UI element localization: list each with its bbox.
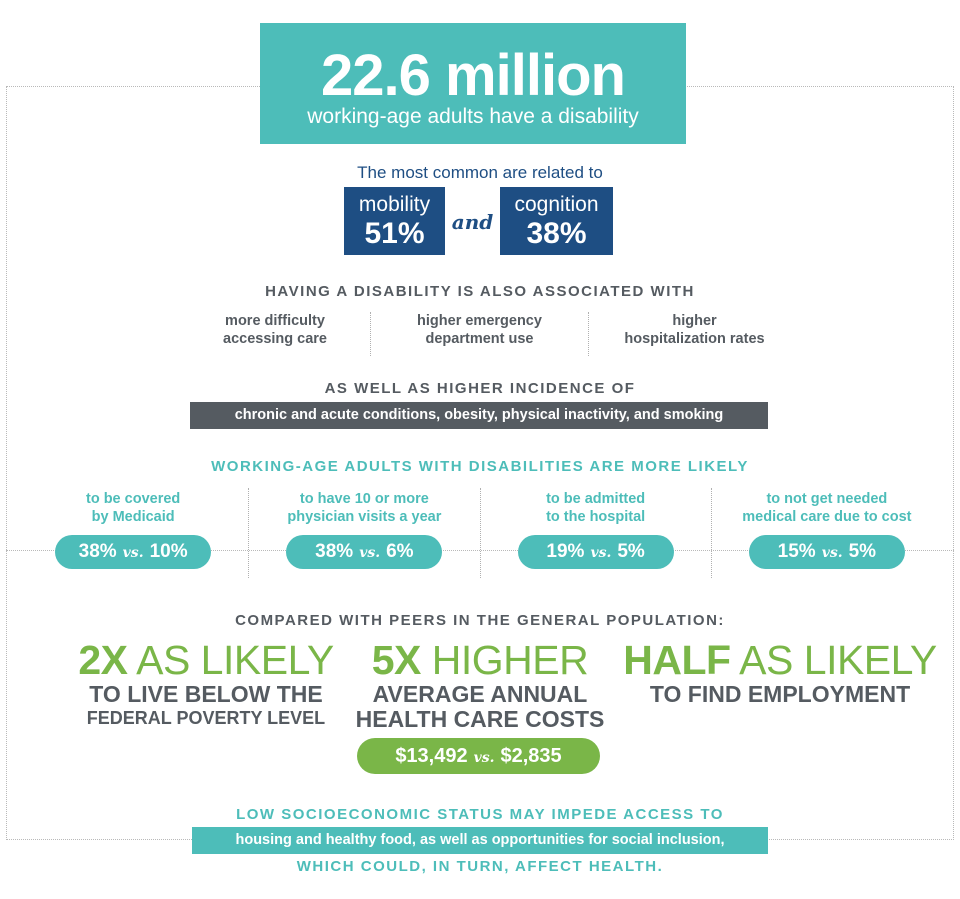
employment-stat (612, 638, 948, 707)
socio-bar: housing and healthy food, as well as opportunities for social inclusion, (192, 827, 768, 854)
costs-value-a: $13,492 (395, 745, 468, 767)
associated-item (370, 312, 588, 356)
employment-stat-big (612, 638, 948, 682)
associated-item-line: department use (425, 331, 534, 347)
likely-item (18, 488, 248, 578)
associated-item-line: more difficulty (225, 313, 325, 329)
associated-item (588, 312, 800, 356)
pill-value-b: 10% (149, 541, 188, 562)
and-connector: and (451, 210, 494, 234)
vs-label: vs. (122, 545, 144, 561)
employment-comparison: AS LIKELY (730, 637, 937, 683)
vs-label: vs. (590, 545, 612, 561)
pill-value-b: 6% (386, 541, 414, 562)
associated-item-line: hospitalization rates (624, 331, 765, 347)
costs-value-b: $2,835 (500, 745, 562, 767)
costs-multiplier: 5X (371, 637, 421, 683)
pill-value-b: 5% (617, 541, 645, 562)
associated-item-line: accessing care (223, 331, 327, 347)
costs-pill (357, 738, 600, 774)
cognition-box (500, 187, 613, 255)
cognition-label: cognition (514, 193, 599, 216)
peers-heading: COMPARED WITH PEERS IN THE GENERAL POPULATION: (235, 612, 725, 629)
associated-item-line: higher emergency (417, 313, 542, 329)
employment-multiplier: HALF (623, 637, 731, 683)
socio-footer: WHICH COULD, IN TURN, AFFECT HEALTH. (296, 858, 664, 875)
poverty-line1: TO LIVE BELOW THE (89, 681, 323, 707)
likely-item-line: to not get needed (766, 491, 888, 507)
likely-item-line: physician visits a year (287, 509, 442, 525)
likely-item (248, 488, 479, 578)
vs-label: vs. (359, 545, 381, 561)
employment-line1: TO FIND EMPLOYMENT (649, 681, 911, 707)
mobility-value: 51% (364, 217, 425, 250)
pill-value-b: 5% (848, 541, 877, 562)
likely-list (18, 488, 942, 578)
pill-value-a: 38% (315, 541, 354, 562)
vs-label: vs. (821, 545, 843, 561)
pill-value-a: 38% (78, 541, 117, 562)
cognition-value: 38% (526, 217, 587, 250)
poverty-comparison: AS LIKELY (127, 637, 334, 683)
likely-heading: WORKING-AGE ADULTS WITH DISABILITIES ARE MORE LIKELY (211, 458, 749, 475)
poverty-multiplier: 2X (78, 637, 128, 683)
associated-list (180, 312, 800, 356)
poverty-stat (70, 638, 342, 729)
likely-item-line: to have 10 or more (299, 491, 429, 507)
common-lead: The most common are related to (357, 163, 603, 182)
hero-panel (260, 23, 686, 144)
associated-item-line: higher (672, 313, 717, 329)
associated-item (180, 312, 370, 356)
likely-item-line: medical care due to cost (742, 509, 912, 525)
likely-item-line: to the hospital (546, 509, 646, 525)
likely-item-line: to be admitted (546, 491, 646, 507)
likely-pill (286, 535, 442, 569)
likely-item-line: by Medicaid (91, 509, 175, 525)
mobility-label: mobility (358, 193, 431, 216)
costs-comparison: HIGHER (420, 637, 589, 683)
hero-number: 22.6 million (321, 43, 625, 108)
mobility-box (344, 187, 445, 255)
costs-stat (345, 638, 615, 732)
poverty-stat-big (70, 638, 342, 682)
likely-pill (55, 535, 211, 569)
likely-item (711, 488, 942, 578)
likely-item-line: to be covered (85, 491, 181, 507)
likely-item (480, 488, 711, 578)
costs-line1: AVERAGE ANNUAL (372, 681, 588, 707)
pill-value-a: 15% (777, 541, 816, 562)
costs-line2: HEALTH CARE COSTS (355, 706, 605, 732)
conditions-bar: chronic and acute conditions, obesity, physical inactivity, and smoking (190, 402, 768, 429)
likely-pill (518, 535, 674, 569)
incidence-heading: AS WELL AS HIGHER INCIDENCE OF (324, 380, 636, 397)
poverty-line2: FEDERAL POVERTY LEVEL (86, 708, 326, 728)
associated-heading: HAVING A DISABILITY IS ALSO ASSOCIATED WITH (265, 283, 695, 300)
costs-stat-big (345, 638, 615, 682)
socio-heading: LOW SOCIOECONOMIC STATUS MAY IMPEDE ACCESS TO (236, 806, 724, 823)
likely-pill (749, 535, 905, 569)
pill-value-a: 19% (546, 541, 585, 562)
hero-subtitle: working-age adults have a disability (307, 105, 639, 128)
vs-label: vs. (473, 750, 495, 766)
